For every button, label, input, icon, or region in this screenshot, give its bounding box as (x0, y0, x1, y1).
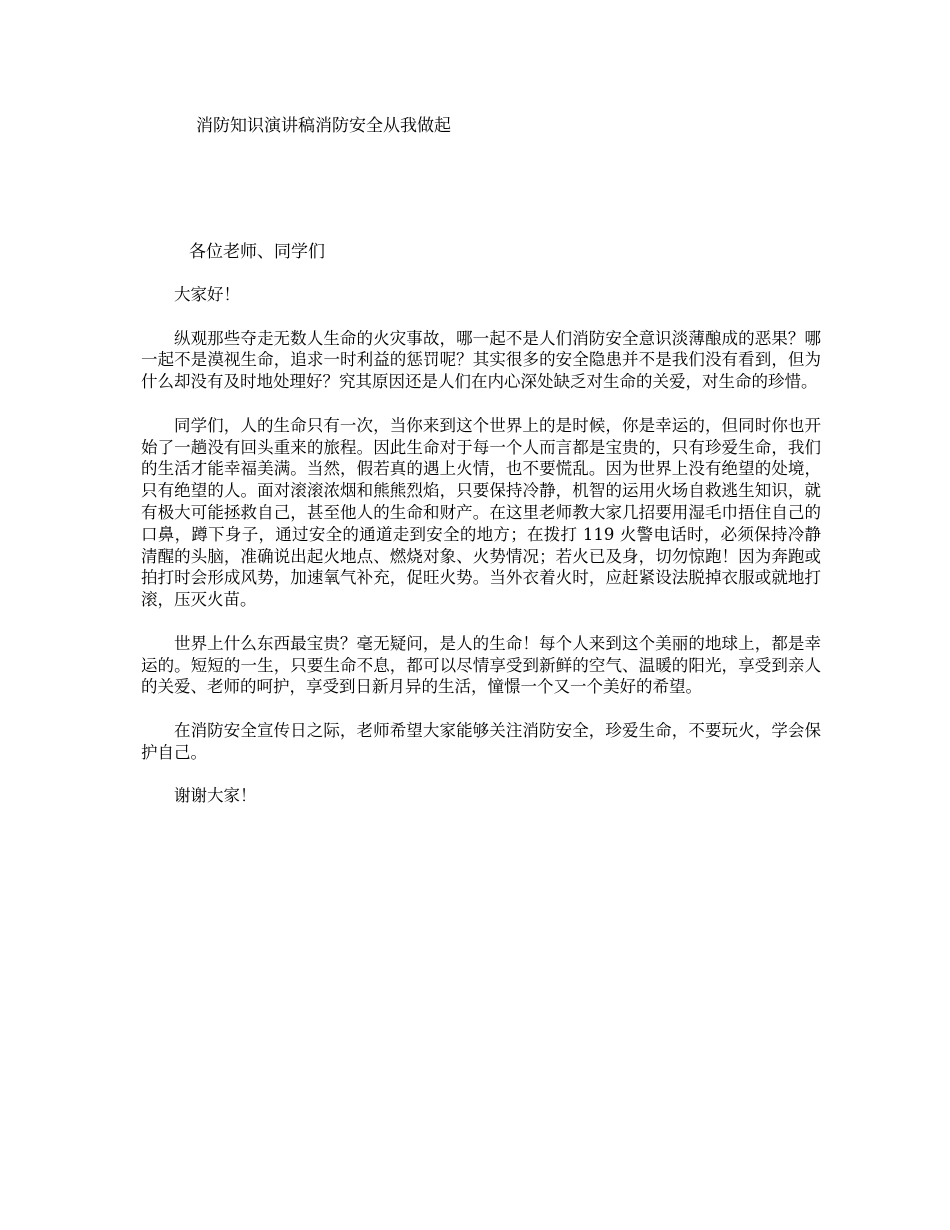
document-body (141, 284, 821, 829)
greeting: 大家好！ (174, 285, 240, 304)
paragraph: 世界上什么东西最宝贵？毫无疑问，是人的生命！每个人来到这个美丽的地球上，都是幸运的。短短的一生，只要生命不息，都可以尽情享受到新鲜的空气、温暖的阳光，享受到亲人的关爱、老师的呵护，享受到日新月异的生活，憧憬一个又一个美好的希望。 (141, 633, 821, 697)
paragraph: 纵观那些夺走无数人生命的火灾事故，哪一起不是人们消防安全意识淡薄酿成的恶果？哪一起不是漠视生命，追求一时利益的惩罚呢？其实很多的安全隐患并不是我们没有看到，但为什么却没有及时地处理好？究其原因还是人们在内心深处缺乏对生命的关爱，对生命的珍惜。 (141, 328, 821, 392)
paragraph: 同学们，人的生命只有一次，当你来到这个世界上的是时候，你是幸运的，但同时你也开始了一趟没有回头重来的旅程。因此生命对于每一个人而言都是宝贵的，只有珍爱生命，我们的生活才能幸福美满。当然，假若真的遇上火情，也不要慌乱。因为世界上没有绝望的处境，只有绝望的人。面对滚滚浓烟和熊熊烈焰，只要保持冷静，机智的运用火场自救逃生知识，就有极大可能拯救自己，甚至他人的生命和财产。在这里老师教大家几招要用湿毛巾捂住自己的口鼻，蹲下身子，通过安全的通道走到安全的地方；在拨打 119 火警电话时，必须保持冷静清醒的头脑，准确说出起火地点、燃烧对象、火势情况；若火已及身，切勿惊跑！因为奔跑或拍打时会形成风势，加速氧气补充，促旺火势。当外衣着火时，应赶紧设法脱掉衣服或就地打滚，压灭火苗。 (141, 415, 821, 610)
closing: 谢谢大家！ (174, 786, 257, 806)
document-title: 消防知识演讲稿消防安全从我做起 (196, 116, 451, 136)
paragraph: 在消防安全宣传日之际，老师希望大家能够关注消防安全，珍爱生命，不要玩火，学会保护自己。 (141, 720, 821, 762)
salutation: 各位老师、同学们 (189, 242, 325, 262)
